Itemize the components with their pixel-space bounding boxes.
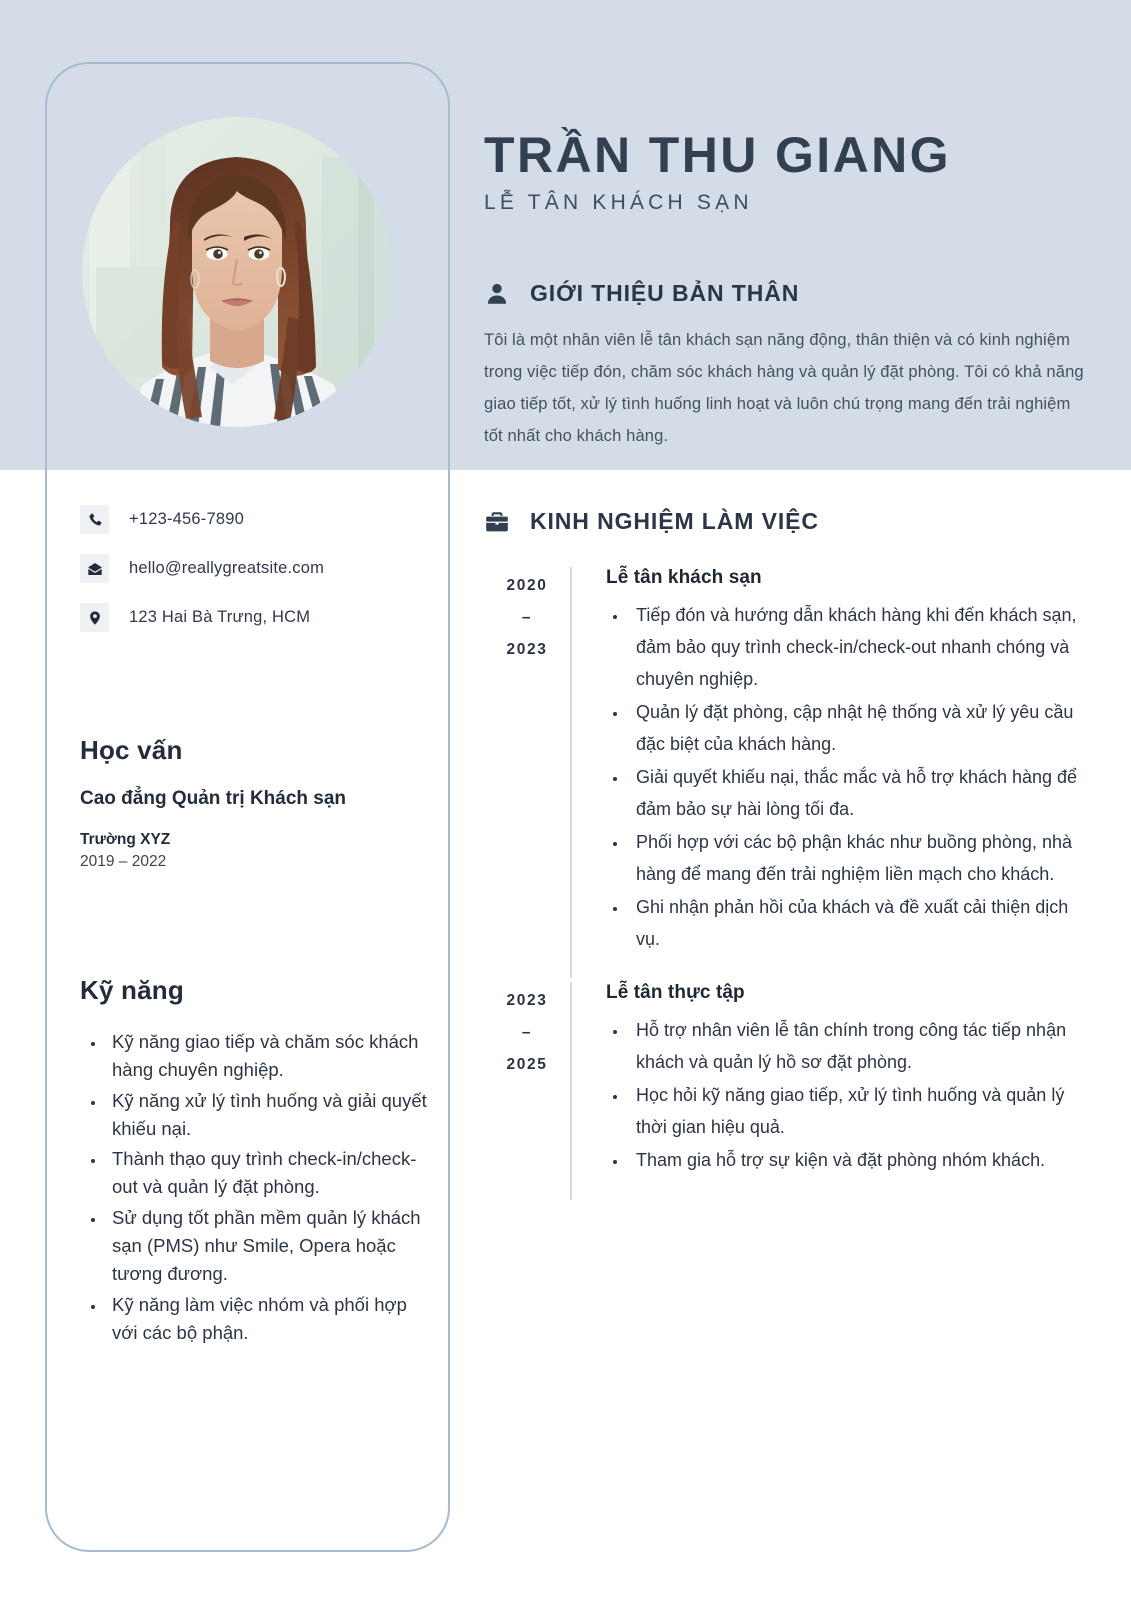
list-item: • Ghi nhận phản hồi của khách và đề xuất cải thiện dịch vụ. [628,891,1088,955]
contact-item-address[interactable] [80,603,420,632]
experience-dates [484,567,570,978]
education-school: Trường XYZ [80,831,171,849]
about-heading [484,280,1084,307]
experience-body [570,567,1088,978]
experience-section [484,508,1088,1204]
email-value: hello@reallygreatsite.com [129,559,325,577]
phone-icon [80,505,109,534]
education-title: Học vấn [80,735,183,765]
briefcase-icon [484,509,510,535]
list-item: • Kỹ năng xử lý tình huống và giải quyết khiếu nại. [106,1087,430,1144]
person-icon [484,281,510,307]
experience-bullets [606,1014,1088,1176]
about-title: GIỚI THIỆU BẢN THÂN [530,280,800,306]
skills-section [80,975,430,1349]
end-year: 2025 [506,1055,548,1073]
list-item: • Sử dụng tốt phần mềm quản lý khách sạn (PMS) như Smile, Opera hoặc tương đương. [106,1204,430,1289]
experience-body [570,982,1088,1199]
list-item: • Kỹ năng giao tiếp và chăm sóc khách hàng chuyên nghiệp. [106,1028,430,1085]
list-item: • Tham gia hỗ trợ sự kiện và đặt phòng nhóm khách. [628,1144,1088,1176]
list-item: • Học hỏi kỹ năng giao tiếp, xử lý tình huống và quản lý thời gian hiệu quả. [628,1079,1088,1143]
list-item: • Kỹ năng làm việc nhóm và phối hợp với các bộ phận. [106,1291,430,1348]
education-section [80,735,425,871]
experience-dates [484,982,570,1199]
end-year: 2023 [506,640,548,658]
about-body: Tôi là một nhân viên lễ tân khách sạn năng động, thân thiện và có kinh nghiệm trong việc tiếp đón, chăm sóc khách hàng và quản lý đặt phòng. Tôi có khả năng giao tiếp tốt, xử lý tình huống linh hoạt và luôn chú trọng mang đến trải nghiệm tốt nhất cho khách hàng. [484,330,1084,445]
list-item: • Tiếp đón và hướng dẫn khách hàng khi đến khách sạn, đảm bảo quy trình check-in/check-out nhanh chóng và chuyên nghiệp. [628,599,1088,695]
experience-entry [484,982,1088,1203]
mail-icon [80,554,109,583]
list-item: • Quản lý đặt phòng, cập nhật hệ thống và xử lý yêu cầu đặc biệt của khách hàng. [628,696,1088,760]
skills-list [80,1028,430,1347]
phone-value: +123-456-7890 [129,510,244,528]
location-pin-icon [80,603,109,632]
experience-bullets [606,599,1088,955]
avatar [82,117,392,427]
page-title: TRẦN THU GIANG [484,127,951,183]
experience-title: KINH NGHIỆM LÀM VIỆC [530,508,819,534]
start-year: 2020 [506,577,548,594]
education-years: 2019 – 2022 [80,853,167,871]
date-dash: – [521,1024,533,1042]
list-item: • Phối hợp với các bộ phận khác như buồng phòng, nhà hàng để mang đến trải nghiệm liền mạch cho khách. [628,826,1088,890]
job-title: LỄ TÂN KHÁCH SẠN [484,191,753,214]
skills-title: Kỹ năng [80,975,184,1005]
contact-item-email[interactable] [80,554,420,583]
experience-role: Lễ tân khách sạn [606,567,762,588]
contact-list [80,505,420,652]
experience-list [484,567,1088,1204]
contact-item-phone[interactable] [80,505,420,534]
list-item: • Thành thạo quy trình check-in/check-out và quản lý đặt phòng. [106,1145,430,1202]
name-block [484,128,1084,215]
address-value: 123 Hai Bà Trưng, HCM [129,608,311,626]
date-dash: – [521,608,533,626]
experience-heading [484,508,1088,535]
education-degree: Cao đẳng Quản trị Khách sạn [80,788,347,809]
list-item: • Giải quyết khiếu nại, thắc mắc và hỗ trợ khách hàng để đảm bảo sự hài lòng tối đa. [628,761,1088,825]
experience-role: Lễ tân thực tập [606,982,745,1004]
experience-entry [484,567,1088,982]
start-year: 2023 [506,992,548,1010]
list-item: • Hỗ trợ nhân viên lễ tân chính trong công tác tiếp nhận khách và quản lý hồ sơ đặt phòng. [628,1014,1088,1078]
about-section [484,280,1084,451]
portrait-photo-graphic [82,117,392,427]
